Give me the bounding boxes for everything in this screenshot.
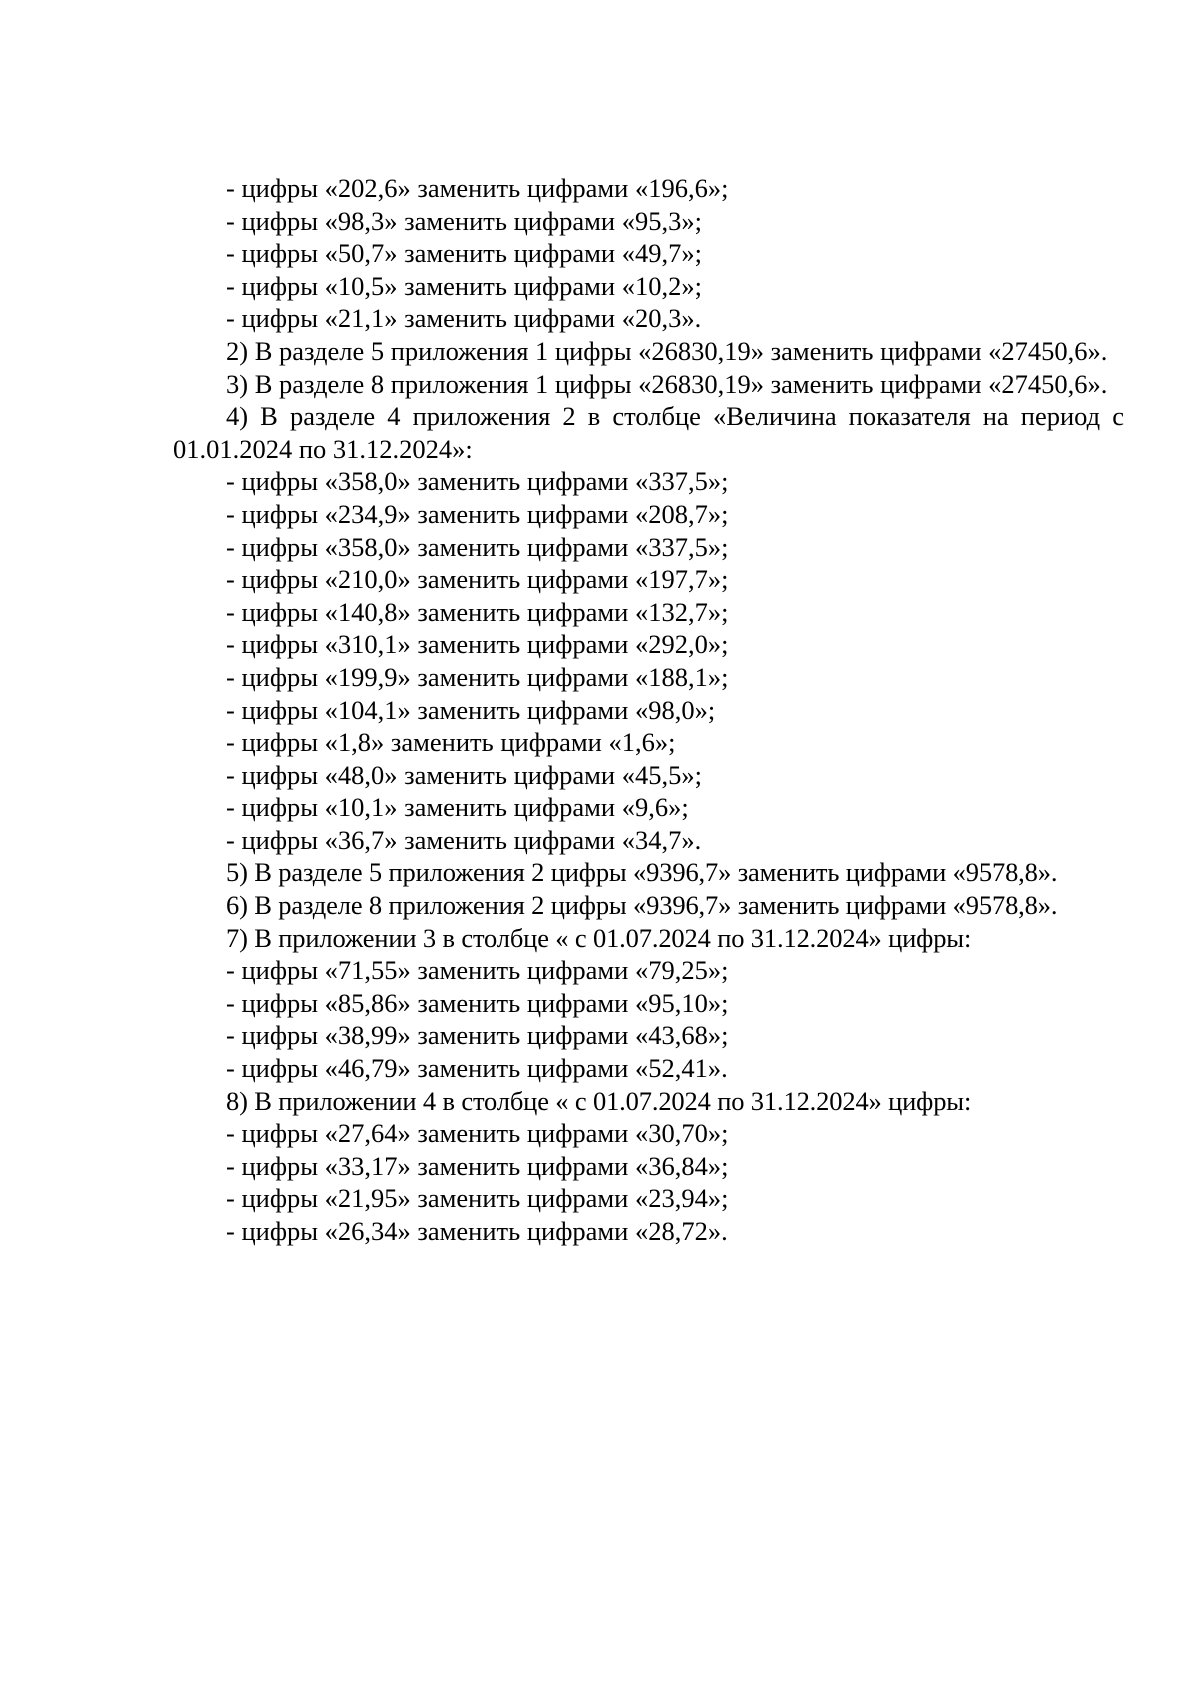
replacement-item: - цифры «36,7» заменить цифрами «34,7». <box>226 824 702 855</box>
replacement-item: - цифры «21,95» заменить цифрами «23,94»; <box>226 1183 729 1214</box>
replacement-item: - цифры «358,0» заменить цифрами «337,5»; <box>226 466 729 497</box>
numbered-paragraph: 7) В приложении 3 в столбце « с 01.07.2024 по 31.12.2024» цифры: <box>226 922 972 953</box>
numbered-paragraph: 2) В разделе 5 приложения 1 цифры «26830,19» заменить цифрами «27450,6». <box>226 335 1108 366</box>
numbered-paragraph: 5) В разделе 5 приложения 2 цифры «9396,7» заменить цифрами «9578,8». <box>226 857 1058 888</box>
replacement-item: - цифры «1,8» заменить цифрами «1,6»; <box>226 727 676 758</box>
replacement-item: - цифры «48,0» заменить цифрами «45,5»; <box>226 759 702 790</box>
replacement-item: - цифры «27,64» заменить цифрами «30,70»; <box>226 1118 729 1149</box>
replacement-item: - цифры «10,5» заменить цифрами «10,2»; <box>226 270 702 301</box>
replacement-item: - цифры «358,0» заменить цифрами «337,5»; <box>226 531 729 562</box>
replacement-item: - цифры «10,1» заменить цифрами «9,6»; <box>226 792 689 823</box>
replacement-item: - цифры «210,0» заменить цифрами «197,7»; <box>226 564 729 595</box>
replacement-item: - цифры «104,1» заменить цифрами «98,0»; <box>226 694 716 725</box>
replacement-item: - цифры «26,34» заменить цифрами «28,72». <box>226 1216 728 1246</box>
numbered-paragraph: 6) В разделе 8 приложения 2 цифры «9396,7» заменить цифрами «9578,8». <box>226 890 1058 921</box>
replacement-item: - цифры «98,3» заменить цифрами «95,3»; <box>226 205 702 236</box>
numbered-paragraph: 8) В приложении 4 в столбце « с 01.07.2024 по 31.12.2024» цифры: <box>226 1085 972 1116</box>
replacement-item: - цифры «71,55» заменить цифрами «79,25»; <box>226 955 729 986</box>
replacement-item: - цифры «21,1» заменить цифрами «20,3». <box>226 303 702 334</box>
replacement-item: - цифры «140,8» заменить цифрами «132,7»; <box>226 596 729 627</box>
replacement-item: - цифры «46,79» заменить цифрами «52,41». <box>226 1053 728 1084</box>
replacement-item: - цифры «310,1» заменить цифрами «292,0»; <box>226 629 729 660</box>
replacement-item: - цифры «33,17» заменить цифрами «36,84»; <box>226 1150 729 1181</box>
numbered-paragraph: 3) В разделе 8 приложения 1 цифры «26830,19» заменить цифрами «27450,6». <box>226 368 1108 399</box>
replacement-item: - цифры «38,99» заменить цифрами «43,68»; <box>226 1020 729 1051</box>
replacement-item: - цифры «234,9» заменить цифрами «208,7»; <box>226 498 729 529</box>
replacement-item: - цифры «202,6» заменить цифрами «196,6»; <box>226 173 729 203</box>
document-body <box>173 172 1124 1248</box>
numbered-paragraph: 4) В разделе 4 приложения 2 в столбце «Величина показателя на период с 01.01.2024 по 31.12.2024»: <box>173 401 1124 464</box>
replacement-item: - цифры «50,7» заменить цифрами «49,7»; <box>226 238 702 269</box>
replacement-item: - цифры «85,86» заменить цифрами «95,10»; <box>226 987 729 1018</box>
replacement-item: - цифры «199,9» заменить цифрами «188,1»; <box>226 661 729 692</box>
